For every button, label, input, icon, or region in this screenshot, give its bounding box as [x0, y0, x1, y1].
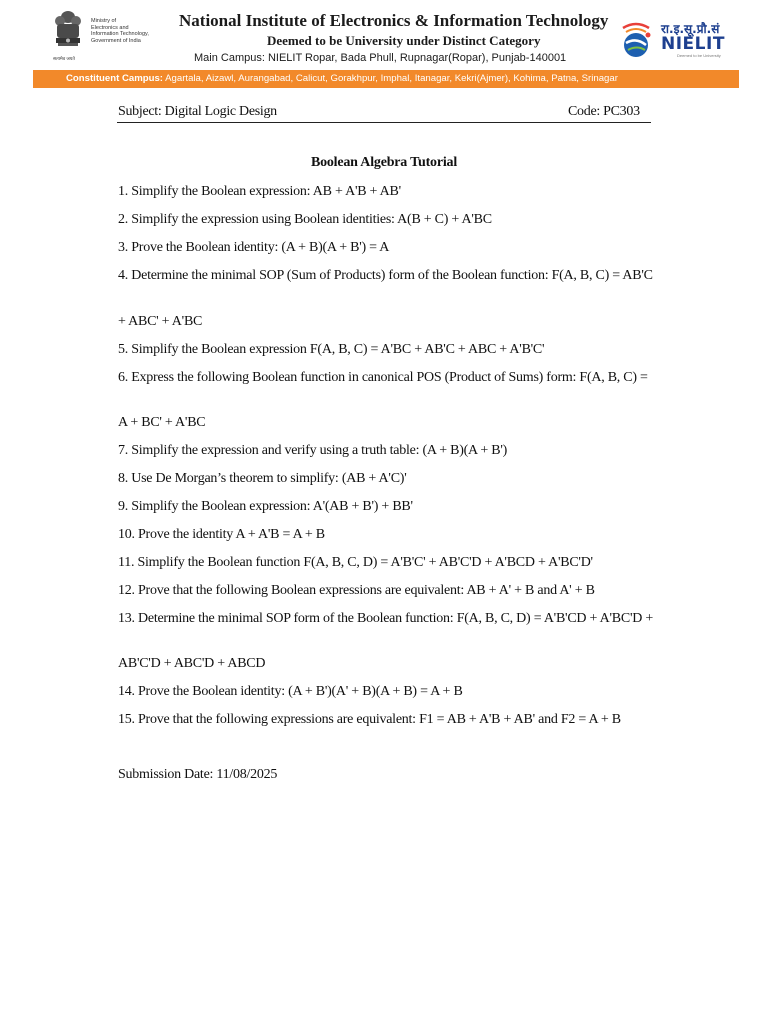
logo-tagline: Deemed to be University [677, 53, 721, 58]
deemed-university-line: Deemed to be University under Distinct Category [267, 33, 541, 48]
constituent-campus-bar [33, 70, 739, 88]
page-title: Boolean Algebra Tutorial [310, 155, 458, 170]
nielit-logo [613, 14, 737, 62]
emblem-caption: सत्यमेव जयते [53, 56, 75, 61]
question-item: 5. Simplify the Boolean expression F(A, B, C) = A'BC + AB'C + ABC + A'B'C' [118, 342, 545, 357]
question-item: 15. Prove that the following expressions are equivalent: F1 = AB + A'B + AB' and F2 = A + B [118, 712, 621, 727]
question-item: 2. Simplify the expression using Boolean identities: A(B + C) + A'BC [118, 212, 492, 227]
ministry-line: Electronics and [91, 24, 129, 31]
national-emblem-icon [51, 8, 85, 60]
ministry-text [91, 18, 191, 44]
submission-date: Submission Date: 11/08/2025 [118, 767, 278, 782]
main-campus-address: Main Campus: NIELIT Ropar, Bada Phull, Rupnagar(Ropar), Punjab-140001 [194, 52, 567, 64]
question-continuation: A + BC' + A'BC [118, 415, 206, 430]
logo-hindi-text: रा.इ.सू.प्रौ.सं [661, 22, 720, 36]
question-item: 7. Simplify the expression and verify using a truth table: (A + B)(A + B') [118, 443, 508, 458]
question-item: 12. Prove that the following Boolean expressions are equivalent: AB + A' + B and A' + B [118, 583, 595, 598]
question-item: 11. Simplify the Boolean function F(A, B, C, D) = A'B'C' + AB'C'D + A'BCD + A'BC'D' [118, 555, 593, 570]
question-item: 4. Determine the minimal SOP (Sum of Products) form of the Boolean function: F(A, B, C) = AB'C [118, 268, 653, 283]
question-item: 8. Use De Morgan’s theorem to simplify: (AB + A'C)' [118, 471, 407, 486]
question-item: 14. Prove the Boolean identity: (A + B')(A' + B)(A + B) = A + B [118, 684, 463, 699]
ministry-line: Information Technology, [91, 31, 149, 38]
question-item: 6. Express the following Boolean function in canonical POS (Product of Sums) form: F(A, B, C) = [118, 370, 648, 385]
question-continuation: + ABC' + A'BC [118, 314, 203, 329]
question-item: 3. Prove the Boolean identity: (A + B)(A + B') = A [118, 240, 390, 255]
question-item: 13. Determine the minimal SOP form of the Boolean function: F(A, B, C, D) = A'B'CD + A'BC'D + [118, 611, 653, 626]
institute-name: National Institute of Electronics & Information Technology [179, 11, 609, 30]
campus-list: Agartala, Aizawl, Aurangabad, Calicut, Gorakhpur, Imphal, Itanagar, Kekri(Ajmer), Kohima, Patna, Srinagar [165, 73, 618, 84]
logo-wordmark: NIELIT [661, 34, 725, 54]
question-item: 1. Simplify the Boolean expression: AB + A'B + AB' [118, 184, 401, 199]
subject-line: Subject: Digital Logic Design [118, 104, 277, 119]
globe-logo-icon [617, 22, 655, 60]
ministry-line: Government of India [91, 37, 141, 44]
question-item: 10. Prove the identity A + A'B = A + B [118, 527, 325, 542]
question-continuation: AB'C'D + ABC'D + ABCD [118, 656, 266, 671]
question-item: 9. Simplify the Boolean expression: A'(AB + B') + BB' [118, 499, 413, 514]
ministry-line: Ministry of [91, 18, 117, 24]
header-divider [117, 122, 651, 123]
letterhead [33, 0, 739, 70]
course-code: Code: PC303 [568, 104, 640, 119]
campus-label: Constituent Campus: [66, 73, 164, 84]
